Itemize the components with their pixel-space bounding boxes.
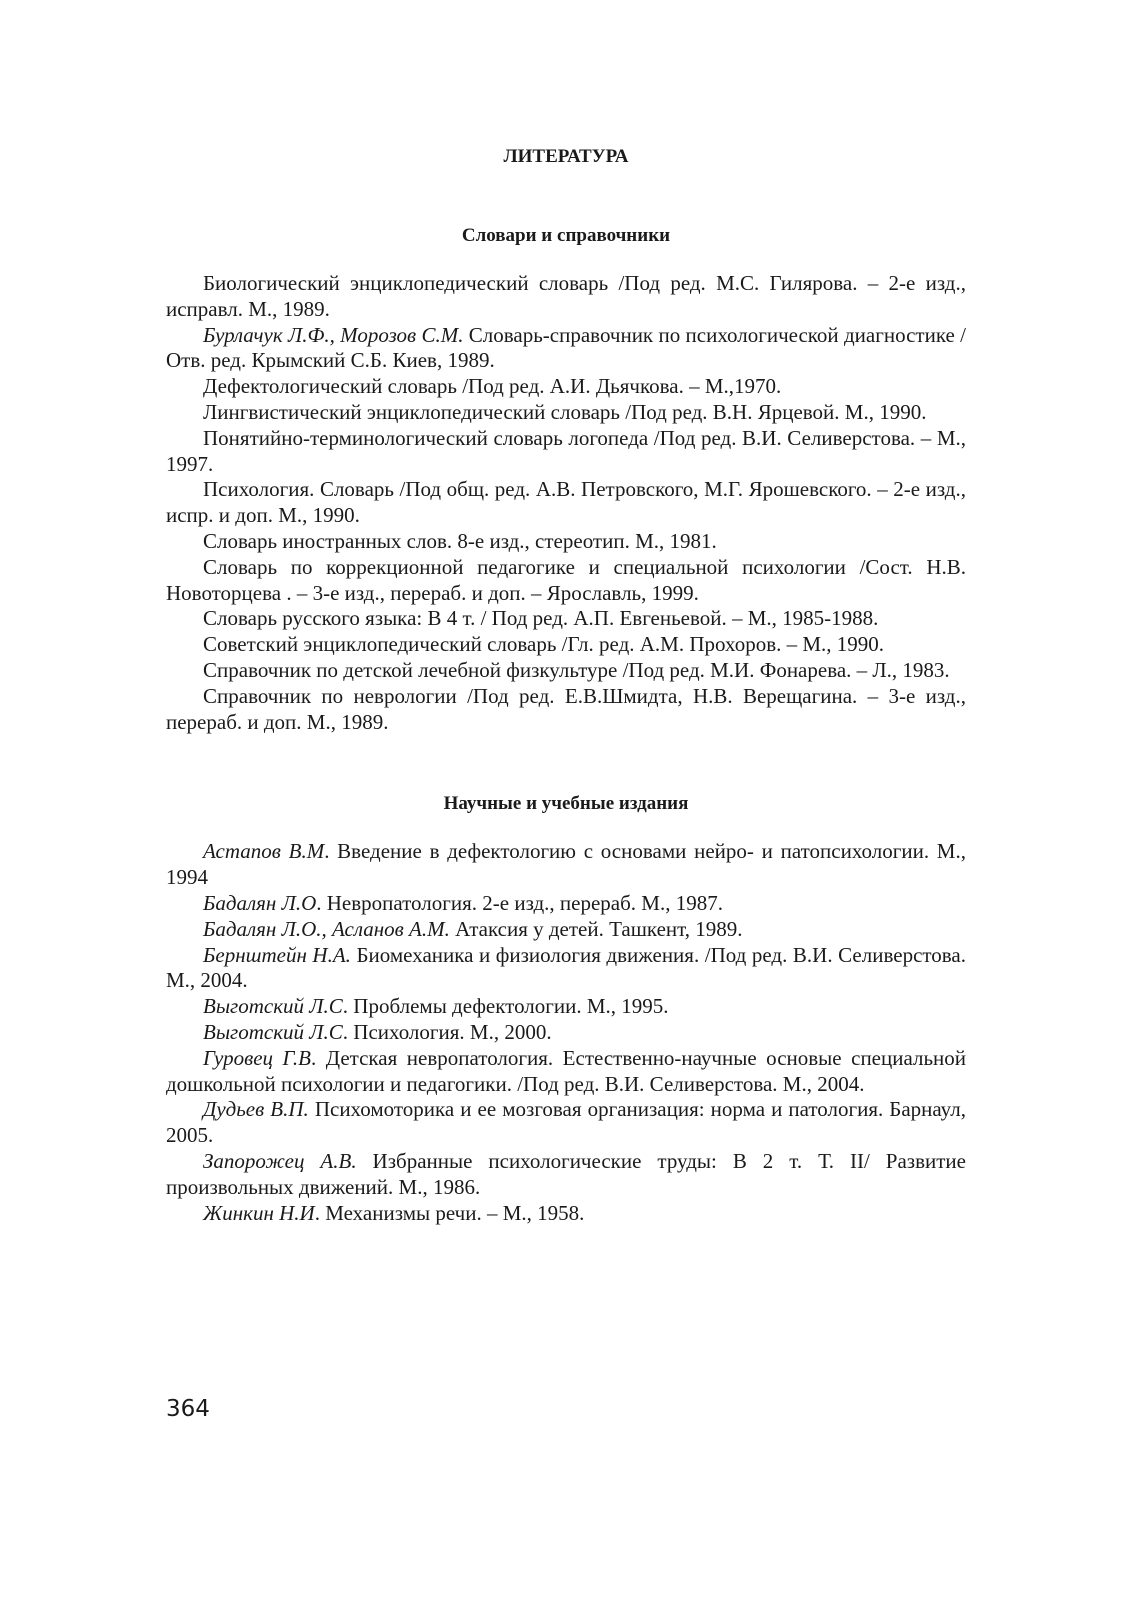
bibliography-entry xyxy=(166,658,966,684)
page-title: ЛИТЕРАТУРА xyxy=(503,146,629,167)
bibliography-entry xyxy=(166,1020,966,1046)
bibliography-entry xyxy=(166,374,966,400)
bibliography-entry xyxy=(166,1201,966,1227)
bibliography-entry xyxy=(166,555,966,607)
bibliography-entry xyxy=(166,632,966,658)
entry-author: Жинкин Н.И xyxy=(203,1200,315,1225)
bibliography-entry xyxy=(166,943,966,995)
dictionaries-list xyxy=(166,271,966,735)
entry-text: . Невропатология. 2-е изд., перераб. М., 1987. xyxy=(316,890,723,915)
entry-author: Бадалян Л.О xyxy=(203,890,317,915)
entry-author: Гуровец Г.В xyxy=(203,1045,311,1070)
entry-author: Запорожец А.В. xyxy=(203,1148,357,1173)
entry-author: Выготский Л.С xyxy=(203,994,343,1019)
entry-author: Бадалян Л.О., Асланов А.М. xyxy=(203,916,450,941)
entry-text: . Проблемы дефектологии. М., 1995. xyxy=(342,994,669,1019)
entry-text: Справочник по детской лечебной физкультуре /Под ред. М.И. Фонарева. – Л., 1983. xyxy=(203,657,950,682)
entry-text: Атаксия у детей. Ташкент, 1989. xyxy=(449,916,743,941)
bibliography-entry xyxy=(166,891,966,917)
entry-text: Словарь иностранных слов. 8-е изд., стереотип. М., 1981. xyxy=(203,528,717,553)
bibliography-entry xyxy=(166,271,966,323)
bibliography-entry xyxy=(166,684,966,736)
entry-author: Дудьев В.П. xyxy=(203,1097,309,1122)
entry-text: Лингвистический энциклопедический словарь /Под ред. В.Н. Ярцевой. М., 1990. xyxy=(203,399,927,424)
entry-text: Словарь-справочник по психологической диагностике /Отв. ред. Крымский С.Б. Киев, 1989. xyxy=(166,322,966,373)
bibliography-entry xyxy=(166,529,966,555)
bibliography-entry xyxy=(166,1046,966,1098)
entry-text: Советский энциклопедический словарь /Гл. ред. А.М. Прохоров. – М., 1990. xyxy=(203,632,885,657)
scientific-list xyxy=(166,839,966,1226)
entry-text: . Введение в дефектологию с основами нейро- и патопсихологии. М., 1994 xyxy=(166,839,966,890)
page-number: 364 xyxy=(166,1396,210,1422)
bibliography-entry xyxy=(166,400,966,426)
entry-author: Астапов В.М xyxy=(203,839,325,864)
entry-text: Биологический энциклопедический словарь /Под ред. М.С. Гилярова. – 2-е изд., исправл. М., 1989. xyxy=(166,271,966,321)
bibliography-entry xyxy=(166,994,966,1020)
bibliography-entry xyxy=(166,606,966,632)
entry-text: Избранные психологические труды: В 2 т. Т. II/ Развитие произвольных движений. М., 1986. xyxy=(166,1148,966,1199)
bibliography-entry xyxy=(166,477,966,529)
bibliography-entry xyxy=(166,426,966,478)
entry-text: . Механизмы речи. – М., 1958. xyxy=(314,1200,585,1225)
entry-text: Психомоторика и ее мозговая организация: норма и патология. Барнаул, 2005. xyxy=(166,1097,966,1148)
entry-text: Понятийно-терминологический словарь логопеда /Под ред. В.И. Селиверстова. – М., 1997. xyxy=(166,425,966,476)
entry-text: . Психология. М., 2000. xyxy=(342,1019,552,1044)
section-heading-scientific: Научные и учебные издания xyxy=(443,793,689,815)
bibliography-entry xyxy=(166,839,966,891)
entry-text: Биомеханика и физиология движения. /Под ред. В.И. Селиверстова. М., 2004. xyxy=(166,942,966,993)
entry-text: . Детская невропатология. Естественно-научные основые специальной дошкольной психологии и педагогики. /Под ред. В.И. Селиверстова. М., 2004. xyxy=(166,1045,967,1096)
page-content xyxy=(166,0,966,1226)
bibliography-entry xyxy=(166,1149,966,1201)
entry-author: Бернштейн Н.А. xyxy=(203,942,351,967)
entry-text: Справочник по неврологии /Под ред. Е.В.Шмидта, Н.В. Верещагина. – 3-е изд., перераб. и доп. М., 1989. xyxy=(166,683,966,734)
entry-author: Бурлачук Л.Ф., Морозов С.М. xyxy=(203,322,464,347)
entry-author: Выготский Л.С xyxy=(203,1019,343,1044)
entry-text: Словарь по коррекционной педагогике и специальной психологии /Сост. Н.В. Новоторцева . – 3-е изд., перераб. и доп. – Ярославль, 1999. xyxy=(166,554,966,605)
entry-text: Словарь русского языка: В 4 т. / Под ред. А.П. Евгеньевой. – М., 1985-1988. xyxy=(203,606,879,631)
bibliography-entry xyxy=(166,1097,966,1149)
bibliography-entry xyxy=(166,917,966,943)
section-heading-dictionaries: Словари и справочники xyxy=(461,225,671,246)
entry-text: Дефектологический словарь /Под ред. А.И. Дьячкова. – М.,1970. xyxy=(203,374,782,399)
bibliography-entry xyxy=(166,323,966,375)
entry-text: Психология. Словарь /Под общ. ред. А.В. Петровского, М.Г. Ярошевского. – 2-е изд., испр. и доп. М., 1990. xyxy=(166,477,966,528)
